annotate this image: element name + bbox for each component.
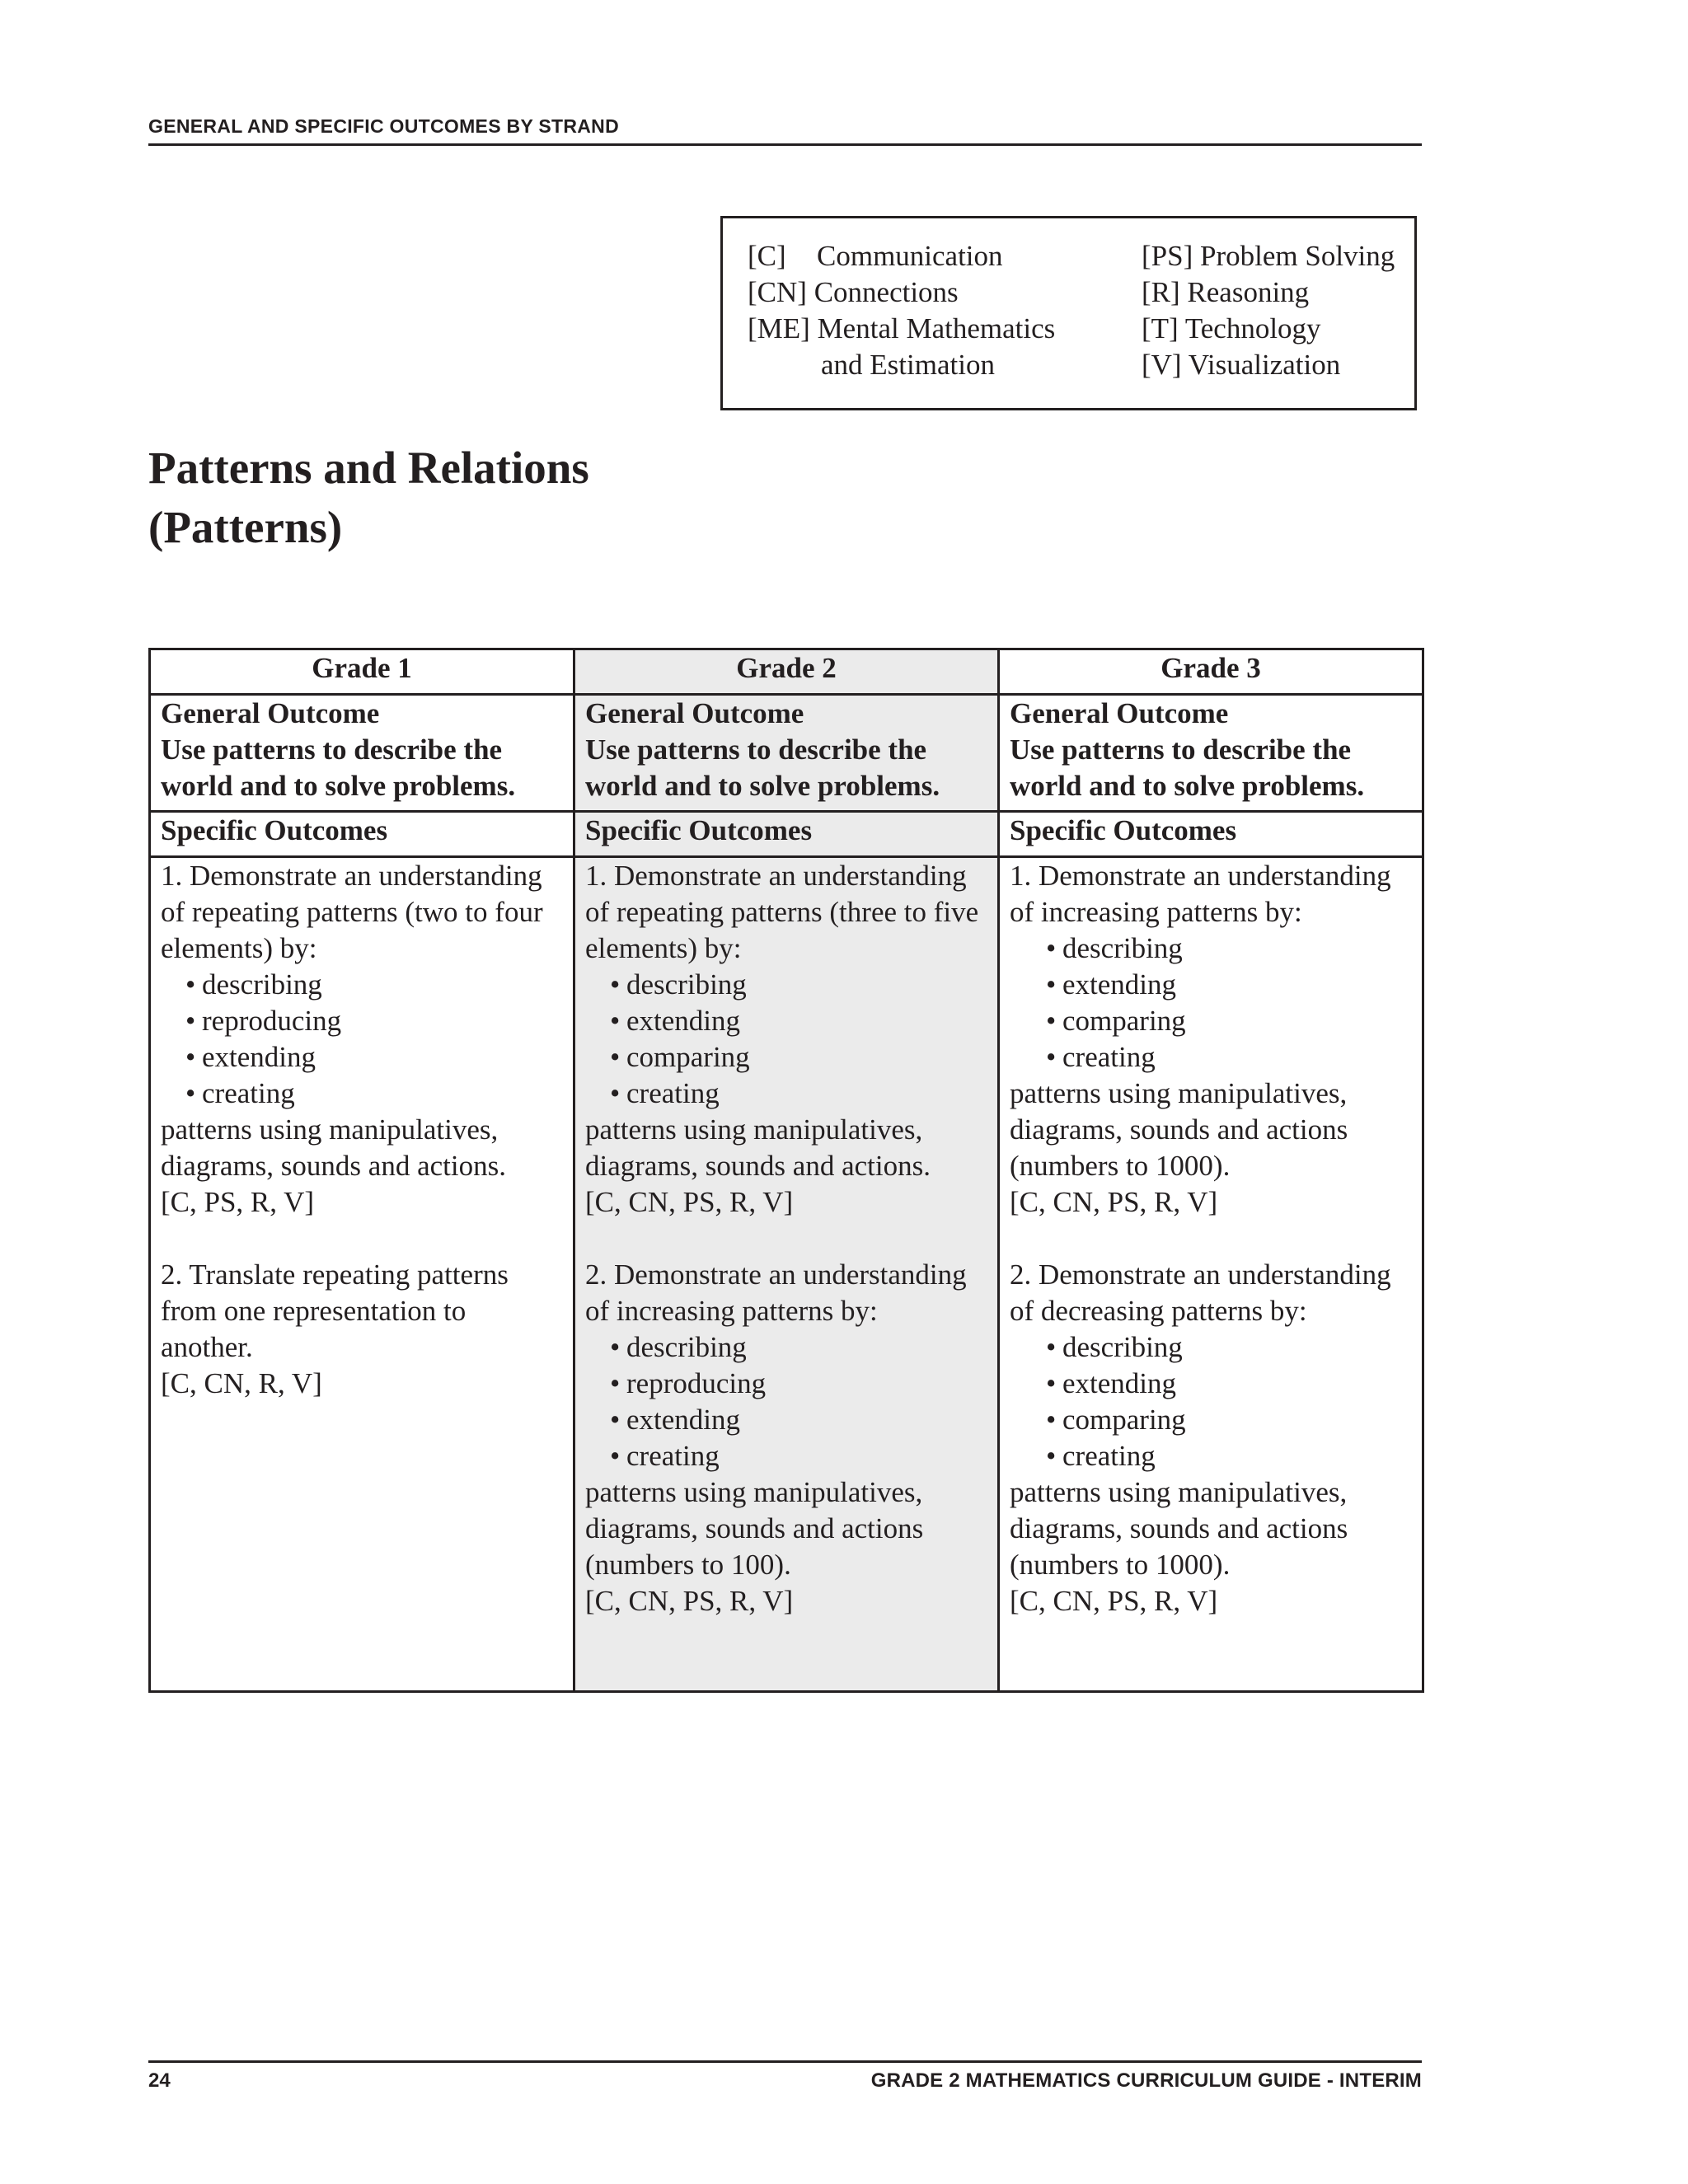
bullet-icon: • bbox=[1046, 1041, 1057, 1073]
legend-code: [T] bbox=[1142, 312, 1179, 344]
bullet-icon: • bbox=[610, 1041, 621, 1073]
outcome-bullet bbox=[585, 1402, 987, 1438]
outcome-closing: patterns using manipulatives, diagrams, sounds and actions (numbers to 100). bbox=[585, 1476, 924, 1581]
legend-code: [V] bbox=[1142, 349, 1182, 381]
outcomes-table bbox=[148, 648, 1424, 1693]
legend-code: [R] bbox=[1142, 276, 1180, 308]
grade-2-specific-heading: Specific Outcomes bbox=[574, 812, 999, 857]
outcome-process-codes: [C, CN, PS, R, V] bbox=[1010, 1585, 1218, 1617]
bullet-text: comparing bbox=[1062, 1005, 1186, 1037]
outcome-closing: patterns using manipulatives, diagrams, sounds and actions. bbox=[161, 1113, 506, 1182]
outcome-intro: 1. Demonstrate an understanding of repeating patterns (two to four elements) by: bbox=[161, 860, 543, 964]
outcome-bullet bbox=[1010, 1366, 1412, 1402]
legend-label: Mental Mathematics bbox=[817, 312, 1056, 344]
section-title-subline: (Patterns) bbox=[148, 502, 343, 552]
bullet-text: extending bbox=[202, 1041, 316, 1073]
bullet-text: creating bbox=[202, 1077, 295, 1109]
outcome-bullet bbox=[1010, 1402, 1412, 1438]
footer-title: GRADE 2 MATHEMATICS CURRICULUM GUIDE - INTERIM bbox=[870, 2069, 1422, 2092]
grade-1-specific-outcomes bbox=[150, 857, 574, 1692]
bullet-text: extending bbox=[626, 1005, 741, 1037]
bullet-icon: • bbox=[1046, 1367, 1057, 1399]
outcome-process-codes: [C, PS, R, V] bbox=[161, 1186, 315, 1218]
outcome-bullet bbox=[161, 1003, 563, 1039]
legend-item bbox=[748, 311, 1055, 347]
outcome-bullet bbox=[1010, 1003, 1412, 1039]
bullet-icon: • bbox=[1046, 1005, 1057, 1037]
specific-outcome bbox=[585, 1257, 987, 1619]
grade-2-specific-outcomes bbox=[574, 857, 999, 1692]
grade-1-general-outcome bbox=[150, 695, 574, 812]
bullet-icon: • bbox=[610, 1367, 621, 1399]
outcome-process-codes: [C, CN, PS, R, V] bbox=[585, 1585, 794, 1617]
outcome-bullet-list bbox=[585, 967, 987, 1112]
outcome-bullet bbox=[161, 1039, 563, 1076]
outcome-bullet bbox=[585, 1003, 987, 1039]
legend-label: Technology bbox=[1184, 312, 1321, 344]
footer-rule bbox=[148, 2060, 1422, 2063]
outcome-bullet bbox=[161, 1076, 563, 1112]
specific-outcome bbox=[161, 1257, 563, 1402]
outcome-bullet bbox=[1010, 1329, 1412, 1366]
bullet-icon: • bbox=[185, 1041, 196, 1073]
bullet-text: describing bbox=[626, 968, 747, 1001]
bullet-icon: • bbox=[610, 1331, 621, 1363]
outcome-process-codes: [C, CN, PS, R, V] bbox=[1010, 1186, 1218, 1218]
outcome-bullet bbox=[1010, 930, 1412, 967]
outcome-bullet bbox=[1010, 1438, 1412, 1474]
legend-label: Problem Solving bbox=[1200, 240, 1395, 272]
specific-outcome bbox=[161, 858, 563, 1221]
outcome-intro: 2. Translate repeating patterns from one representation to another. bbox=[161, 1258, 509, 1363]
outcome-bullet-list bbox=[585, 1329, 987, 1474]
bullet-text: comparing bbox=[626, 1041, 750, 1073]
outcome-bullet bbox=[585, 1366, 987, 1402]
legend-code: [PS] bbox=[1142, 240, 1193, 272]
bullet-text: comparing bbox=[1062, 1404, 1186, 1436]
general-outcome-text: Use patterns to describe the world and to solve problems. bbox=[1010, 733, 1365, 802]
bullet-text: creating bbox=[626, 1440, 720, 1472]
legend-item-continuation: and Estimation bbox=[821, 349, 995, 381]
bullet-icon: • bbox=[610, 1077, 621, 1109]
bullet-icon: • bbox=[1046, 1440, 1057, 1472]
grade-header-row bbox=[150, 649, 1423, 695]
bullet-icon: • bbox=[610, 1440, 621, 1472]
outcome-bullet bbox=[585, 967, 987, 1003]
header-rule bbox=[148, 143, 1422, 146]
general-outcome-row bbox=[150, 695, 1423, 812]
outcome-bullet bbox=[1010, 1039, 1412, 1076]
legend-label: Communication bbox=[817, 240, 1003, 272]
legend-code: [ME] bbox=[748, 312, 810, 344]
bullet-icon: • bbox=[610, 1005, 621, 1037]
outcome-bullet-list bbox=[1010, 930, 1412, 1076]
general-outcome-heading: General Outcome bbox=[161, 697, 380, 729]
outcome-bullet bbox=[585, 1329, 987, 1366]
general-outcome-text: Use patterns to describe the world and to solve problems. bbox=[585, 733, 940, 802]
grade-3-general-outcome bbox=[999, 695, 1423, 812]
outcome-bullet-list bbox=[1010, 1329, 1412, 1474]
grade-2-general-outcome bbox=[574, 695, 999, 812]
bullet-icon: • bbox=[185, 1005, 196, 1037]
bullet-text: creating bbox=[1062, 1440, 1156, 1472]
outcome-bullet-list bbox=[161, 967, 563, 1112]
bullet-text: creating bbox=[1062, 1041, 1156, 1073]
legend-column-left bbox=[748, 238, 1055, 383]
legend-item bbox=[1142, 311, 1395, 347]
bullet-text: extending bbox=[626, 1404, 741, 1436]
bullet-text: describing bbox=[1062, 1331, 1183, 1363]
bullet-text: describing bbox=[1062, 932, 1183, 964]
outcome-intro: 1. Demonstrate an understanding of repeating patterns (three to five elements) by: bbox=[585, 860, 979, 964]
grade-3-header: Grade 3 bbox=[999, 649, 1423, 695]
legend-column-right bbox=[1142, 238, 1395, 383]
legend-item bbox=[748, 274, 1055, 311]
bullet-text: reproducing bbox=[202, 1005, 342, 1037]
bullet-icon: • bbox=[1046, 932, 1057, 964]
running-head: GENERAL AND SPECIFIC OUTCOMES BY STRAND bbox=[148, 115, 619, 137]
page-number: 24 bbox=[148, 2069, 171, 2092]
legend-code: [C] bbox=[748, 240, 786, 272]
bullet-text: reproducing bbox=[626, 1367, 767, 1399]
bullet-text: extending bbox=[1062, 968, 1177, 1001]
outcome-closing: patterns using manipulatives, diagrams, sounds and actions. bbox=[585, 1113, 931, 1182]
outcome-bullet bbox=[161, 967, 563, 1003]
legend-label: Visualization bbox=[1188, 349, 1341, 381]
specific-outcome bbox=[585, 858, 987, 1221]
legend-item bbox=[1142, 347, 1395, 383]
outcome-process-codes: [C, CN, R, V] bbox=[161, 1367, 322, 1399]
legend-label: Reasoning bbox=[1187, 276, 1310, 308]
outcome-bullet bbox=[585, 1039, 987, 1076]
legend-code: [CN] bbox=[748, 276, 807, 308]
outcome-intro: 2. Demonstrate an understanding of decreasing patterns by: bbox=[1010, 1258, 1391, 1327]
bullet-icon: • bbox=[1046, 1331, 1057, 1363]
specific-outcomes-row bbox=[150, 857, 1423, 1692]
legend-item bbox=[1142, 238, 1395, 274]
bullet-icon: • bbox=[185, 1077, 196, 1109]
outcome-intro: 1. Demonstrate an understanding of increasing patterns by: bbox=[1010, 860, 1391, 928]
outcome-intro: 2. Demonstrate an understanding of increasing patterns by: bbox=[585, 1258, 967, 1327]
outcome-process-codes: [C, CN, PS, R, V] bbox=[585, 1186, 794, 1218]
process-codes-legend bbox=[720, 216, 1417, 410]
general-outcome-heading: General Outcome bbox=[585, 697, 804, 729]
grade-1-header: Grade 1 bbox=[150, 649, 574, 695]
general-outcome-text: Use patterns to describe the world and to solve problems. bbox=[161, 733, 516, 802]
bullet-icon: • bbox=[1046, 968, 1057, 1001]
outcome-bullet bbox=[585, 1076, 987, 1112]
grade-2-header: Grade 2 bbox=[574, 649, 999, 695]
specific-outcome bbox=[1010, 858, 1412, 1221]
bullet-text: creating bbox=[626, 1077, 720, 1109]
bullet-icon: • bbox=[610, 1404, 621, 1436]
outcome-bullet bbox=[1010, 967, 1412, 1003]
bullet-text: describing bbox=[202, 968, 322, 1001]
grade-1-specific-heading: Specific Outcomes bbox=[150, 812, 574, 857]
specific-outcomes-heading-row bbox=[150, 812, 1423, 857]
grade-3-specific-heading: Specific Outcomes bbox=[999, 812, 1423, 857]
specific-outcome bbox=[1010, 1257, 1412, 1619]
bullet-icon: • bbox=[610, 968, 621, 1001]
section-title bbox=[148, 438, 589, 557]
legend-item bbox=[748, 238, 1055, 274]
outcome-closing: patterns using manipulatives, diagrams, sounds and actions (numbers to 1000). bbox=[1010, 1476, 1348, 1581]
legend-item bbox=[1142, 274, 1395, 311]
bullet-text: extending bbox=[1062, 1367, 1177, 1399]
bullet-icon: • bbox=[185, 968, 196, 1001]
grade-3-specific-outcomes bbox=[999, 857, 1423, 1692]
outcome-bullet bbox=[585, 1438, 987, 1474]
outcome-closing: patterns using manipulatives, diagrams, sounds and actions (numbers to 1000). bbox=[1010, 1077, 1348, 1182]
legend-label: Connections bbox=[814, 276, 959, 308]
general-outcome-heading: General Outcome bbox=[1010, 697, 1229, 729]
bullet-text: describing bbox=[626, 1331, 747, 1363]
section-title-line: Patterns and Relations bbox=[148, 443, 589, 493]
bullet-icon: • bbox=[1046, 1404, 1057, 1436]
